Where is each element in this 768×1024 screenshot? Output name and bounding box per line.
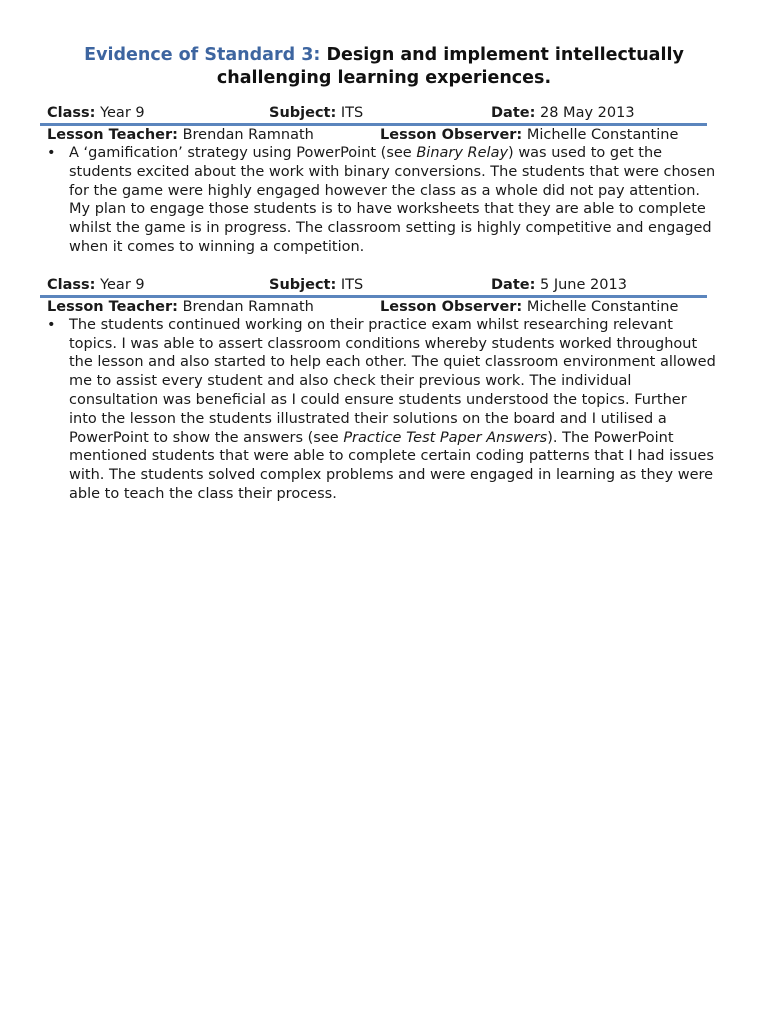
observer-field bbox=[380, 298, 678, 316]
lesson-note-text bbox=[69, 144, 719, 257]
class-label: Class: bbox=[47, 276, 96, 293]
subject-value: ITS bbox=[340, 276, 364, 293]
class-label: Class: bbox=[47, 105, 96, 121]
teacher-field bbox=[47, 298, 314, 316]
lesson-note bbox=[47, 144, 719, 257]
note-text-part: A ‘gamification’ strategy using PowerPoint (see bbox=[69, 145, 417, 161]
observer-value: Michelle Constantine bbox=[526, 298, 679, 315]
date-field bbox=[491, 103, 635, 123]
note-text-part: ). The PowerPoint mentioned students that were able to complete certain coding patterns that I had issues with. The students solved complex problems and were engaged in learning as they were able to teach the class their process. bbox=[69, 429, 714, 502]
note-reference: Practice Test Paper Answers bbox=[343, 429, 548, 446]
subject-label: Subject: bbox=[269, 105, 337, 121]
subject-field bbox=[269, 103, 363, 123]
observer-field bbox=[380, 126, 678, 144]
date-value: 28 May 2013 bbox=[540, 105, 635, 121]
observer-value: Michelle Constantine bbox=[526, 127, 679, 143]
lesson-meta-row bbox=[47, 103, 707, 123]
lesson-note-text bbox=[69, 316, 719, 504]
subject-field bbox=[269, 275, 363, 295]
date-label: Date: bbox=[491, 105, 536, 121]
lesson-people-row bbox=[47, 298, 707, 316]
lesson-note bbox=[47, 316, 719, 504]
observer-label: Lesson Observer: bbox=[380, 298, 523, 315]
lesson-meta-row bbox=[47, 275, 707, 295]
teacher-value: Brendan Ramnath bbox=[182, 298, 314, 315]
class-value: Year 9 bbox=[100, 105, 145, 121]
teacher-label: Lesson Teacher: bbox=[47, 298, 178, 315]
lesson-entry bbox=[0, 103, 768, 257]
note-reference: Binary Relay bbox=[416, 145, 509, 161]
lesson-people-row bbox=[47, 126, 707, 144]
lesson-entry bbox=[0, 275, 768, 504]
class-field bbox=[47, 275, 145, 295]
teacher-value: Brendan Ramnath bbox=[182, 127, 314, 143]
subject-label: Subject: bbox=[269, 276, 337, 293]
bullet-marker: • bbox=[47, 145, 56, 161]
title-prefix: Evidence of Standard 3: bbox=[84, 45, 321, 65]
observer-label: Lesson Observer: bbox=[380, 127, 523, 143]
date-value: 5 June 2013 bbox=[540, 276, 627, 293]
subject-value: ITS bbox=[340, 105, 364, 121]
note-text-part: The students continued working on their practice exam whilst researching relevant topics. I was able to assert classroom conditions whereby students worked throughout the lesson and also started to help each other. The quiet classroom environment allowed me to assist every student and also check their previous work. The individual consultation was beneficial as I could ensure students understood the topics. Further into the lesson the students illustrated their solutions on the board and I utilised a PowerPoint to show the answers (see bbox=[69, 316, 716, 446]
bullet-marker: • bbox=[47, 316, 56, 333]
title-main: Design and implement intellectually challenging learning experiences. bbox=[216, 45, 684, 88]
note-text-part: ) was used to get the students excited about the work with binary conversions. The students that were chosen for the game were highly engaged however the class as a whole did not pay attention. My plan to engage those students is to have worksheets that they are able to complete whilst the game is in progress. The classroom setting is highly competitive and engaged when it comes to winning a competition. bbox=[69, 145, 716, 255]
document-title bbox=[40, 44, 728, 90]
class-value: Year 9 bbox=[100, 276, 145, 293]
date-label: Date: bbox=[491, 276, 536, 293]
teacher-field bbox=[47, 126, 314, 144]
date-field bbox=[491, 275, 627, 295]
class-field bbox=[47, 103, 145, 123]
teacher-label: Lesson Teacher: bbox=[47, 127, 178, 143]
